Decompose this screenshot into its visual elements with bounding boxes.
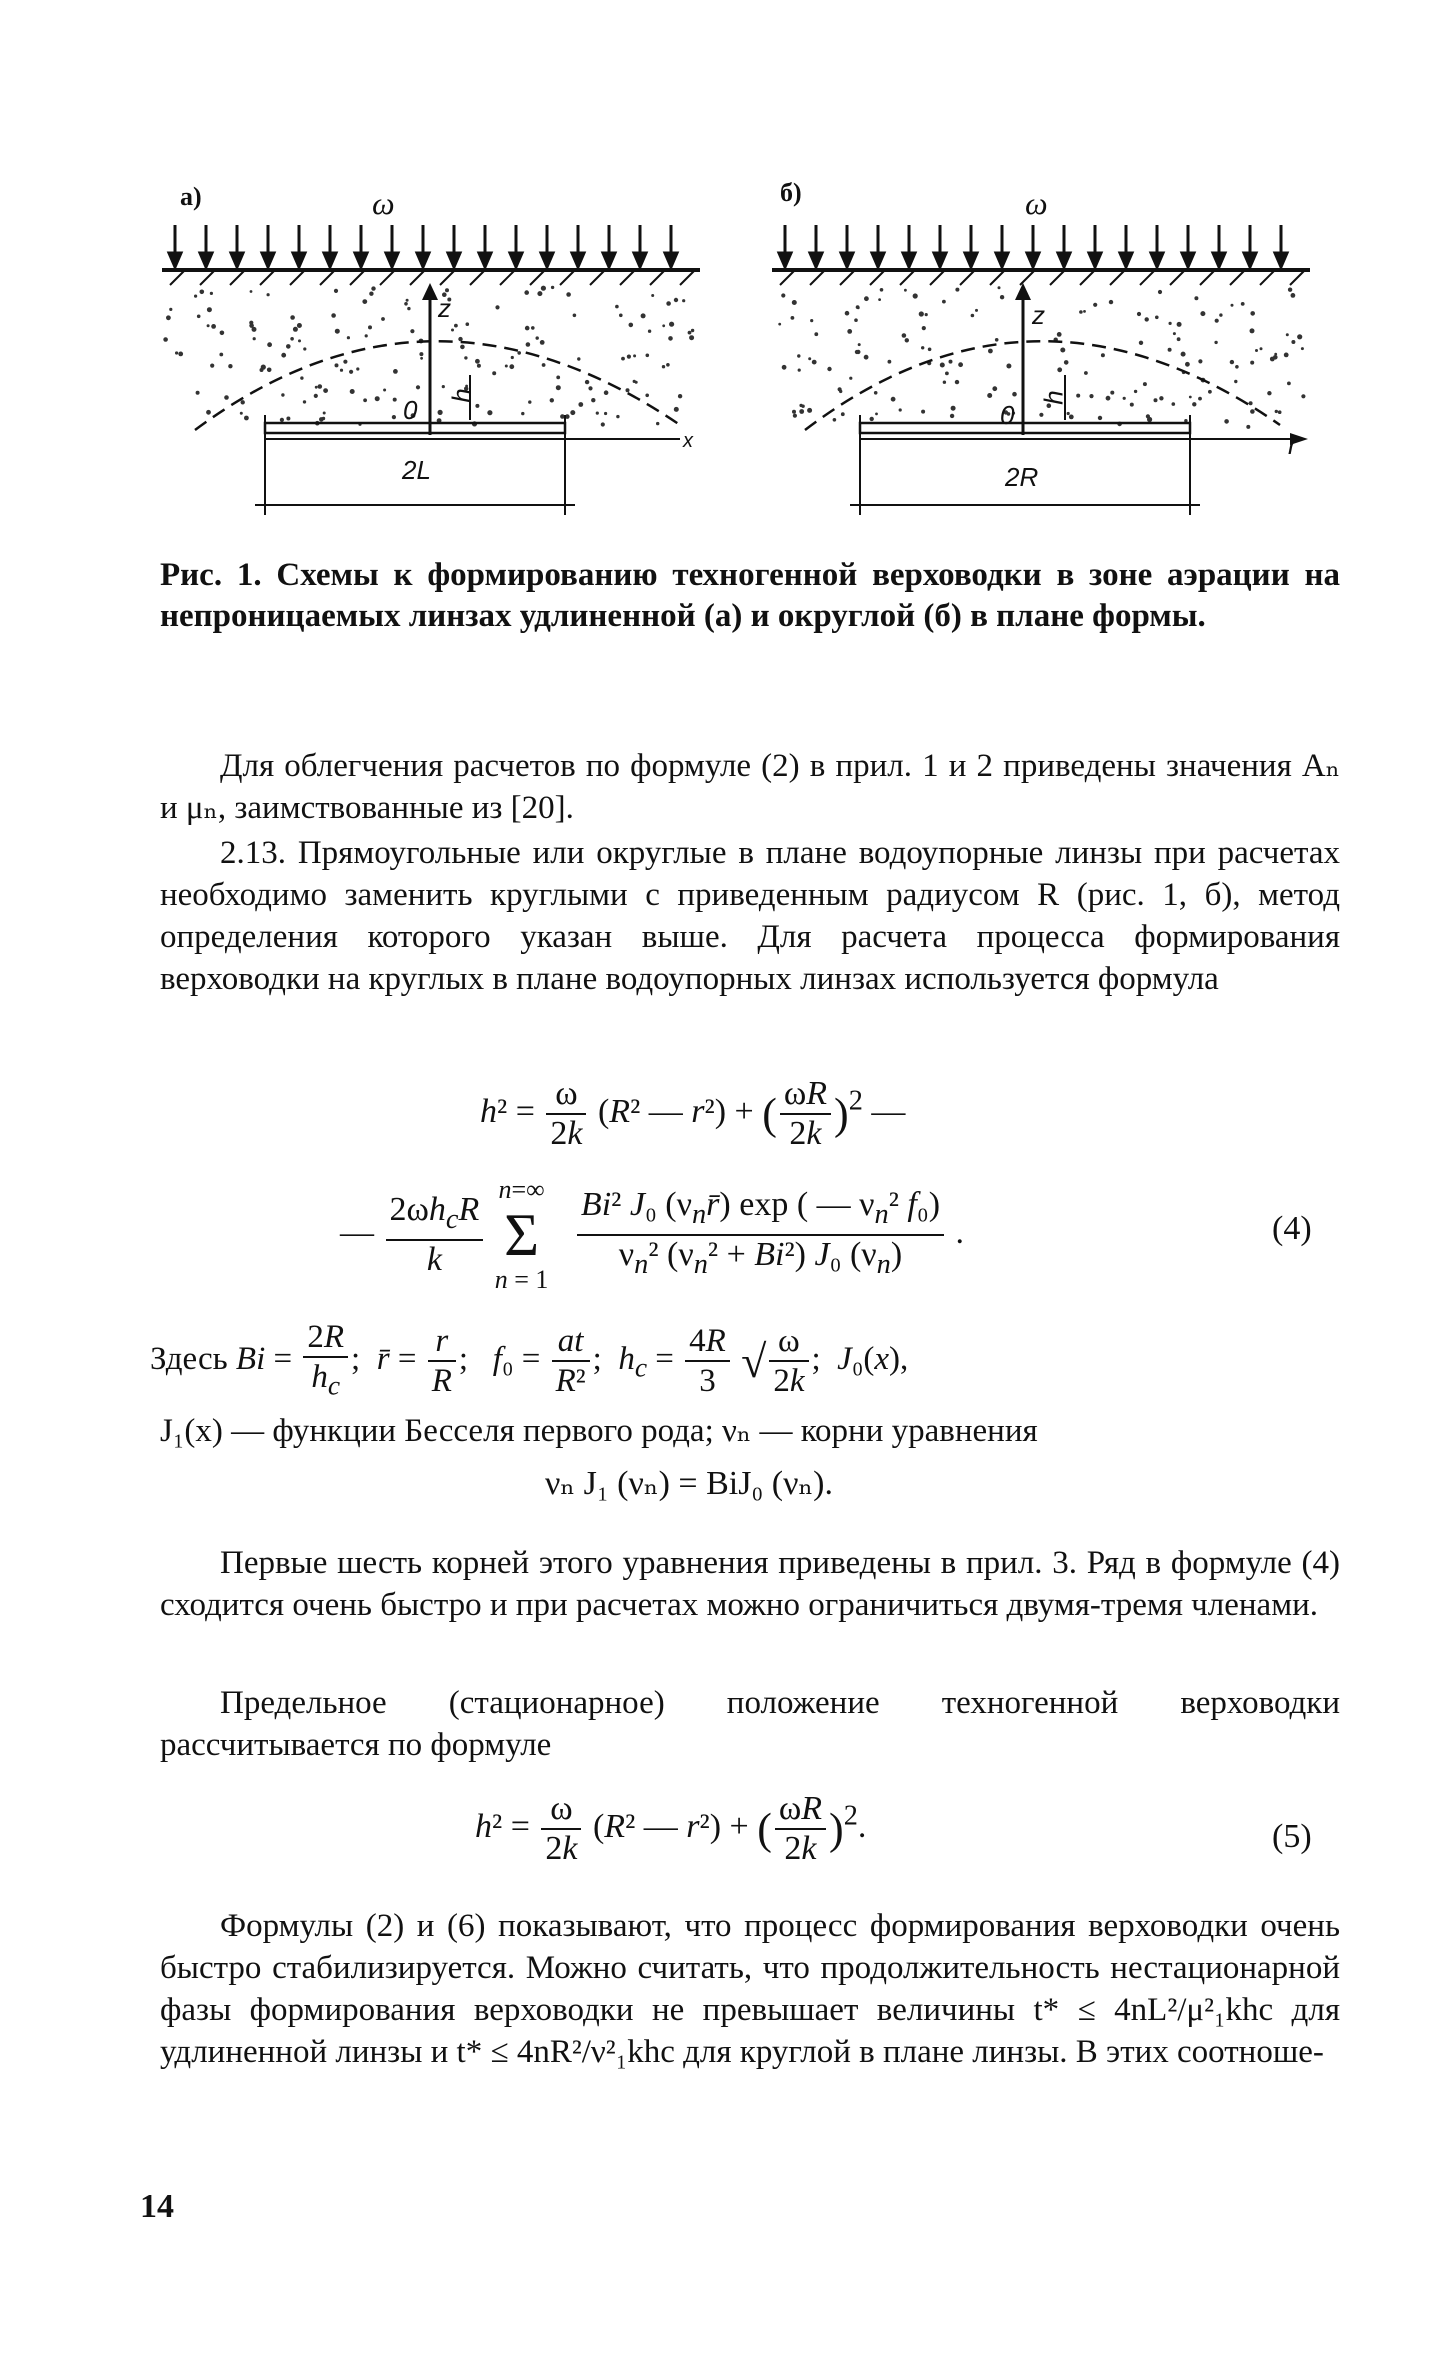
panel-a-dimension: 2L	[402, 455, 431, 485]
panel-a-axis: x	[683, 430, 693, 452]
definitions-line: Здесь Bi = $\frac{2R}{h_c}$ ; r̄ = $\frac{r}{R}$ ; f₀ = $\frac{at}{\text{R²}}$ ; $h_c$ = $\frac{4R}{3}$ √ $\frac{\omega}{2k}$ ; J₀(x),	[150, 1319, 909, 1401]
panel-b-diagram	[760, 215, 1320, 525]
panel-a-z: z	[438, 293, 451, 323]
figure-caption: Рис. 1. Схемы к формированию техногенной верховодки в зоне аэрации на непроницаемых линзах удлиненной (а) и округлой (б) в плане формы.	[160, 557, 1340, 634]
equation-5: h² = $\frac{\omega}{2k}$ (R² — r²) + ( $\frac{\omega R}{2k}$ )$^2$.	[475, 1790, 867, 1867]
equation-5-number: (5)	[1272, 1818, 1312, 1855]
equation-4-number: (4)	[1272, 1210, 1312, 1247]
paragraph-2: 2.13. Прямоугольные или округлые в плане водоупорные линзы при расчетах необходимо заменить круглыми с приведенным радиусом R (рис. 1, б), метод определения которого указан выше. Для расчета процесса формирования верховодки на круглых в плане водоупорных линзах используется формула	[160, 835, 1340, 997]
panel-b-z: z	[1032, 300, 1045, 330]
panel-a-label: а)	[180, 182, 202, 211]
bessel-line: J₁(x) — функции Бесселя первого рода; νₙ — корни уравнения	[160, 1413, 1038, 1449]
panel-b-axis: r	[1288, 430, 1297, 460]
defs-prefix: Здесь	[150, 1340, 228, 1377]
panel-a-h: h	[446, 388, 477, 403]
panel-b-dimension: 2R	[1005, 462, 1039, 492]
paragraph-1: Для облегчения расчетов по формуле (2) в прил. 1 и 2 приведены значения Aₙ и μₙ, заимствованные из [20].	[160, 748, 1340, 826]
equation-4-line2: — $\frac{2\omega h_cR}{k}$ n=∞ Σ n = 1 $\frac{Bi^2 J_0 (\nu_nr̄) \exp ( — \nu_n^2 f_0)}{\nu_n^2 (\nu_n^2 + Bi^2) J_0 (\nu_n)}$ .	[340, 1175, 965, 1294]
paragraph-5: Формулы (2) и (6) показывают, что процесс формирования верховодки очень быстро стабилизируется. Можно считать, что продолжительность нестационарной фазы формирования верховодки не превышает величины t* ≤ 4nL²/μ²₁khc для удлиненной линзы и t* ≤ 4nR²/ν²₁khc для круглой в плане линзы. В этих соотноше-	[160, 1908, 1340, 2070]
panel-a-omega: ω	[372, 185, 395, 221]
paragraph-4: Предельное (стационарное) положение техногенной верховодки рассчитывается по формуле	[160, 1685, 1340, 1763]
panel-b-h: h	[1038, 390, 1069, 405]
panel-b-label: б)	[780, 178, 802, 207]
panel-a-origin: 0	[403, 395, 418, 425]
panel-b-origin: 0	[1000, 400, 1015, 430]
equation-4-line1: h² = $\frac{\omega}{2k}$ (R² — r²) + ( $\frac{\omega R}{2k}$ )$^2$ —	[480, 1075, 906, 1152]
panel-b-omega: ω	[1025, 185, 1048, 221]
page-number: 14	[140, 2188, 174, 2225]
root-equation: νₙ J₁ (νₙ) = BiJ₀ (νₙ).	[545, 1465, 834, 1502]
paragraph-3: Первые шесть корней этого уравнения приведены в прил. 3. Ряд в формуле (4) сходится очень быстро и при расчетах можно ограничиться двумя-тремя членами.	[160, 1545, 1340, 1623]
